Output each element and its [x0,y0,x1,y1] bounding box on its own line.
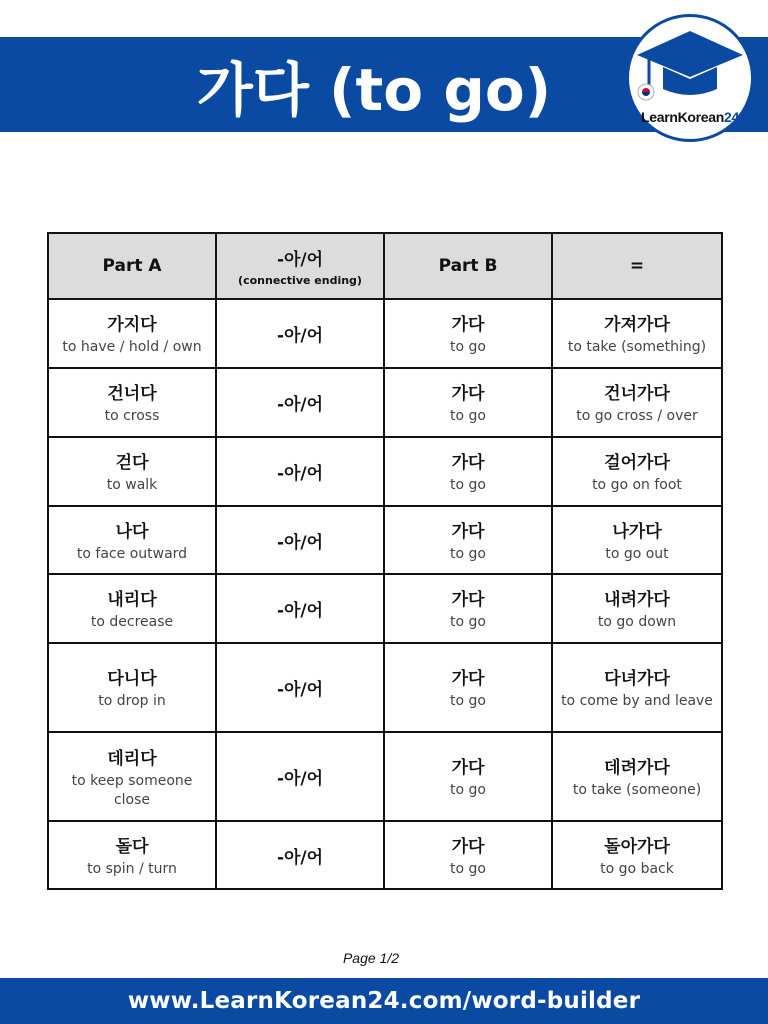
logo-text: LearnKorean24 [640,109,740,125]
part-b-korean: 가다 [451,315,485,335]
connective-cell: -아/어 [216,368,384,437]
part-b-english: to go [450,614,486,630]
result-english: to go out [605,545,669,562]
part-a-korean: 내리다 [107,590,157,610]
result-english: to go cross / over [576,408,698,424]
part-b-english: to go [450,339,486,355]
part-b-korean: 가다 [451,384,485,404]
table-row [48,368,722,437]
connective-cell: -아/어 [216,574,384,643]
part-b-english: to go [450,545,486,562]
result-korean: 내려가다 [604,590,670,610]
part-a-english: to cross [104,408,160,424]
table-row [48,643,722,732]
result-korean: 건너가다 [604,384,670,404]
header-result: = [552,233,722,299]
part-a-korean: 돌다 [115,836,149,857]
connective-cell: -아/어 [216,732,384,821]
table-row [48,821,722,889]
part-a-korean: 가지다 [107,315,157,335]
part-b-korean: 가다 [451,758,485,778]
result-korean: 돌아가다 [604,836,670,857]
part-a-english: to walk [106,477,158,493]
connective-cell: -아/어 [216,643,384,732]
table-row [48,299,722,368]
table-header-row [48,233,722,299]
part-b-korean: 가다 [451,521,485,542]
part-b-english: to go [450,693,486,709]
header-connective-note: (connective ending) [238,274,362,287]
part-b-korean: 가다 [451,590,485,610]
connective-cell: -아/어 [216,299,384,368]
header-part-a: Part A [48,233,216,299]
part-b-korean: 가다 [451,836,485,857]
result-korean: 데려가다 [604,758,670,778]
part-a-korean: 데리다 [107,748,157,769]
korean-flag-icon [637,83,655,101]
part-b-korean: 가다 [451,669,485,689]
footer-band [0,978,768,1024]
part-a-korean: 나다 [115,521,149,542]
result-english: to come by and leave [561,693,713,709]
page-title: 가다 (to go) [196,55,552,124]
result-english: to go on foot [592,477,682,493]
header-connective: -아/어 (connective ending) [216,233,384,299]
result-english: to go down [597,614,677,630]
table-row [48,506,722,574]
result-english: to go back [600,860,674,877]
result-korean: 가져가다 [604,315,670,335]
part-b-english: to go [450,782,486,798]
part-a-english: to keep someone close [71,772,193,808]
part-a-korean: 걷다 [115,453,149,473]
result-korean: 걸어가다 [604,453,670,473]
connective-cell: -아/어 [216,437,384,506]
part-a-english: to have / hold / own [62,339,202,355]
table-row [48,437,722,506]
result-english: to take (someone) [572,782,702,798]
part-b-english: to go [450,408,486,424]
part-b-english: to go [450,860,486,877]
part-a-english: to spin / turn [87,860,177,877]
learnkorean24-logo[interactable] [626,14,754,142]
part-a-english: to drop in [98,693,166,709]
table-row [48,732,722,821]
result-korean: 다녀가다 [604,669,670,689]
part-a-korean: 건너다 [107,384,157,404]
connective-cell: -아/어 [216,821,384,889]
part-a-korean: 다니다 [107,669,157,689]
word-builder-table [47,232,723,890]
connective-cell: -아/어 [216,506,384,574]
footer-url-link[interactable]: www.LearnKorean24.com/word-builder [127,988,641,1014]
part-a-english: to decrease [90,614,174,630]
part-b-english: to go [450,477,486,493]
table-row [48,574,722,643]
part-b-korean: 가다 [451,453,485,473]
header-part-b: Part B [384,233,552,299]
result-english: to take (something) [567,339,707,355]
page-number: Page 1/2 [342,950,400,966]
result-korean: 나가다 [612,521,662,542]
part-a-english: to face outward [76,545,188,562]
